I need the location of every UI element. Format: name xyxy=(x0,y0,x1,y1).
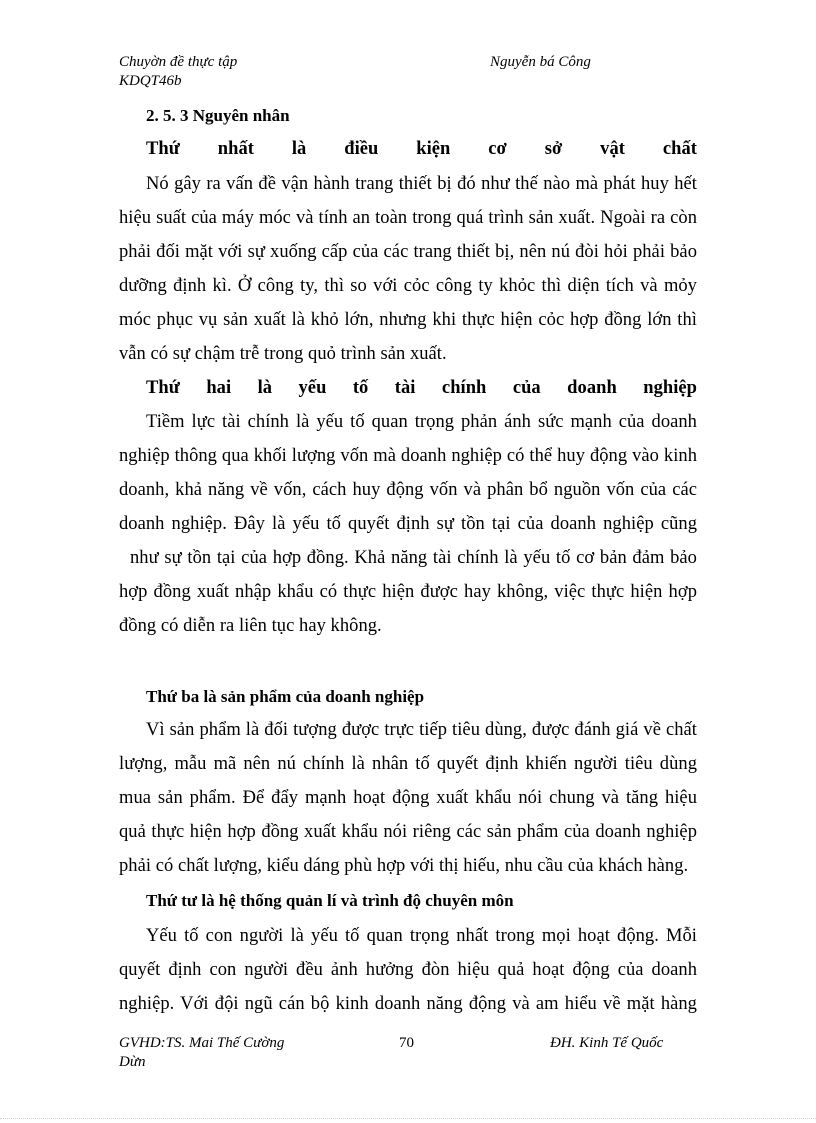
body-line: móc phục vụ sản xuất là khỏ lớn, nhưng khi thực hiện cỏc hợp đồng lớn thì xyxy=(119,310,697,330)
body-line: Nó gây ra vấn đề vận hành trang thiết bị đó như thế nào mà phát huy hết xyxy=(146,174,697,194)
body-line: phải đối mặt với sự xuống cấp của các trang thiết bị, nên nú đòi hỏi phải bảo xyxy=(119,242,697,262)
footer-advisor: GVHD:TS. Mai Thế Cường xyxy=(119,1035,285,1051)
body-line: nghiệp. Với đội ngũ cán bộ kinh doanh năng động và am hiểu về mặt hàng xyxy=(119,994,697,1014)
body-line: mua sản phẩm. Để đẩy mạnh hoạt động xuất khẩu nói chung và tăng hiệu xyxy=(119,788,697,808)
body-line: Tiềm lực tài chính là yếu tố quan trọng phản ánh sức mạnh của doanh xyxy=(146,412,697,432)
page-bottom-divider xyxy=(0,1118,816,1119)
body-line: doanh nghiệp. Đây là yếu tố quyết định sự tồn tại của doanh nghiệp cũng xyxy=(119,514,697,534)
header-course-title: Chuyờn đề thực tập xyxy=(119,54,238,70)
header-class-code: KDQT46b xyxy=(119,73,182,89)
page-number: 70 xyxy=(399,1035,414,1051)
header-author: Nguyễn bá Công xyxy=(490,54,591,70)
body-line: doanh, khả năng về vốn, cách huy động vốn và phân bổ nguồn vốn của các xyxy=(119,480,697,500)
footer-university: ĐH. Kinh Tế Quốc xyxy=(550,1035,664,1051)
body-line: hợp đồng xuất nhập khẩu có thực hiện được hay không, việc thực hiện hợp xyxy=(119,582,697,602)
footer-advisor-continued: Dừn xyxy=(119,1054,146,1070)
body-line: hiệu suất của máy móc và tính an toàn trong quá trình sản xuất. Ngoài ra còn xyxy=(119,208,697,228)
body-line: dưỡng định kì. Ở công ty, thì so với cỏc công ty khỏc thì diện tích và mỏy xyxy=(119,276,697,296)
body-line: Yếu tố con người là yếu tố quan trọng nhất trong mọi hoạt động. Mỗi xyxy=(146,926,697,946)
body-line: đồng có diễn ra liên tục hay không. xyxy=(119,616,382,636)
body-line: như sự tồn tại của hợp đồng. Khả năng tài chính là yếu tố cơ bản đảm bảo xyxy=(130,548,697,568)
body-line: vẫn có sự chậm trễ trong quỏ trình sản xuất. xyxy=(119,344,447,364)
paragraph-heading-fourth: Thứ tư là hệ thống quản lí và trình độ chuyên môn xyxy=(146,891,514,910)
body-line: lượng, mẫu mã nên nú chính là nhân tố quyết định khiến người tiêu dùng xyxy=(119,754,697,774)
body-line: Vì sản phẩm là đối tượng được trực tiếp tiêu dùng, được đánh giá về chất xyxy=(146,720,697,740)
body-line: quả thực hiện hợp đồng xuất khẩu nói riêng các sản phẩm của doanh nghiệp xyxy=(119,822,697,842)
body-line: nghiệp thông qua khối lượng vốn mà doanh nghiệp có thể huy động vào kinh xyxy=(119,446,697,466)
body-line: phải có chất lượng, kiểu dáng phù hợp với thị hiếu, nhu cầu của khách hàng. xyxy=(119,856,689,876)
paragraph-heading-third: Thứ ba là sản phẩm của doanh nghiệp xyxy=(146,687,425,706)
paragraph-heading-first: Thứ nhất là điều kiện cơ sở vật chất xyxy=(146,139,697,159)
paragraph-heading-second: Thứ hai là yếu tố tài chính của doanh nghiệp xyxy=(146,378,697,398)
section-title: 2. 5. 3 Nguyên nhân xyxy=(146,106,290,125)
body-line: quyết định con người đều ảnh hưởng đòn hiệu quả hoạt động của doanh xyxy=(119,960,697,980)
